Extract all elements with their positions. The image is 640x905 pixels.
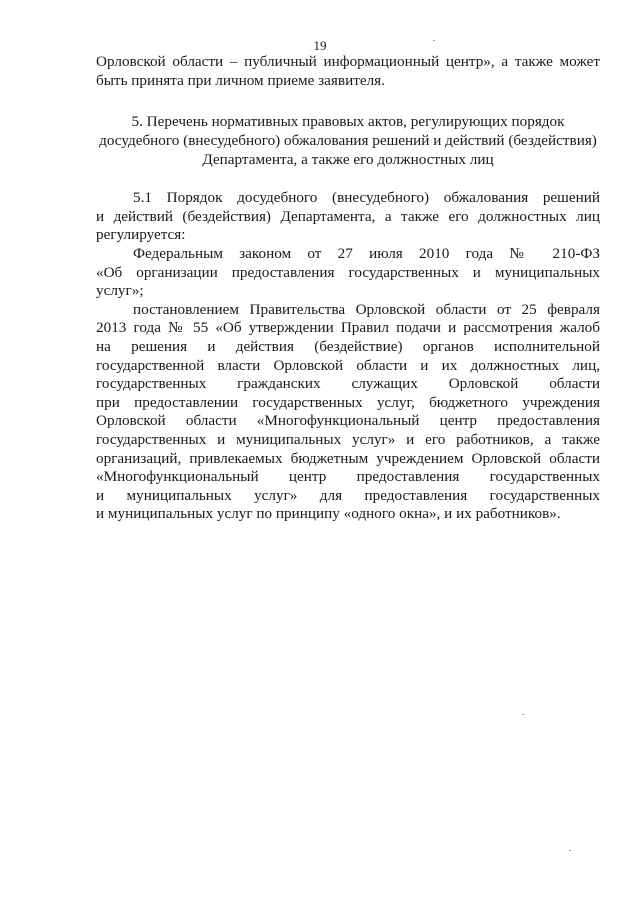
intro-line: быть принята при личном приеме заявителя. <box>96 71 385 89</box>
section-heading-line: досудебного (внесудебного) обжалования решений и действий (бездействия) <box>99 132 597 150</box>
scan-speck <box>522 714 524 715</box>
paragraph-line: государственных гражданских служащих Орловской области <box>96 375 600 393</box>
federal-law-paragraph <box>96 245 600 301</box>
paragraph-line: постановлением Правительства Орловской области от 25 февраля <box>133 300 600 318</box>
paragraph-line: на решения и действия (бездействие) органов исполнительной <box>96 337 600 355</box>
section-heading-line: Департамента, а также его должностных лиц <box>202 151 494 169</box>
paragraph-line: 2013 года № 55 «Об утверждении Правил подачи и рассмотрения жалоб <box>96 319 600 337</box>
paragraph-line: 5.1 Порядок досудебного (внесудебного) обжалования решений <box>133 189 600 207</box>
paragraph-line: Федеральным законом от 27 июля 2010 года № 210-ФЗ <box>133 244 600 262</box>
page-number: 19 <box>313 38 327 53</box>
paragraph-5-1 <box>96 189 600 245</box>
paragraph-line: государственных и муниципальных услуг» и его работников, а также <box>96 430 600 448</box>
decree-paragraph <box>96 301 600 524</box>
paragraph-line: при предоставлении государственных услуг, бюджетного учреждения <box>96 393 600 411</box>
paragraph-line: государственной власти Орловской области и их должностных лиц, <box>96 356 600 374</box>
paragraph-line: «Многофункциональный центр предоставления государственных <box>96 468 600 486</box>
paragraph-line: и действий (бездействия) Департамента, а также его должностных лиц <box>96 207 600 225</box>
intro-paragraph <box>96 53 600 90</box>
scan-speck <box>569 850 571 851</box>
paragraph-line: «Об организации предоставления государственных и муниципальных услуг»; <box>96 263 600 300</box>
paragraph-line: и муниципальных услуг» для предоставления государственных <box>96 486 600 504</box>
paragraph-line: организаций, привлекаемых бюджетным учреждением Орловской области <box>96 449 600 467</box>
document-body <box>96 53 600 524</box>
section-heading <box>96 112 600 169</box>
paragraph-line: Орловской области «Многофункциональный центр предоставления <box>96 412 600 430</box>
scan-speck <box>433 40 435 41</box>
paragraph-line: и муниципальных услуг по принципу «одного окна», и их работников». <box>96 505 561 523</box>
section-heading-line: 5. Перечень нормативных правовых актов, регулирующих порядок <box>131 113 565 131</box>
paragraph-line: регулируется: <box>96 226 186 244</box>
intro-line: Орловской области – публичный информационный центр», а также может <box>96 53 600 70</box>
